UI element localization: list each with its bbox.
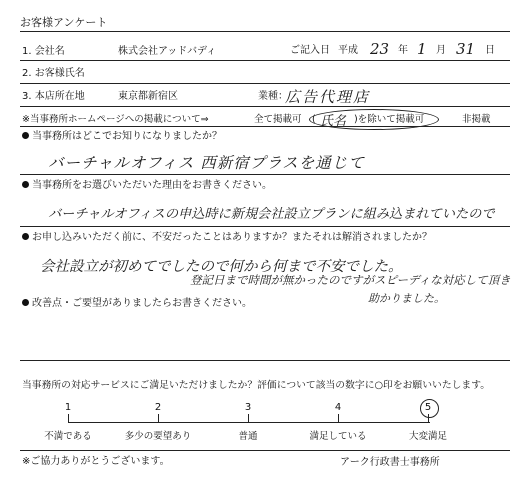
rating-option-1-number[interactable]: 1: [64, 402, 72, 413]
rating-option-5-label: 大変満足: [408, 431, 447, 442]
publish-except-value: 氏名: [320, 114, 347, 129]
rating-question: 当事務所の対応サービスにご満足いただけましたか？評価について該当の数字に○印をお願いいたします。: [22, 380, 491, 391]
answer-concerns-line1: 会社設立が初めてでしたので何から何まで不安でした。: [40, 259, 403, 275]
rating-option-5-number[interactable]: 5: [424, 402, 432, 413]
rating-option-4-label: 満足している: [309, 431, 367, 442]
row-rule: [20, 60, 510, 61]
footer-rule: [20, 450, 510, 451]
rating-tick: [158, 414, 159, 422]
rating-option-2-number[interactable]: 2: [154, 402, 162, 413]
bullet-icon: [22, 132, 29, 139]
row-rule: [20, 106, 510, 107]
question-source: [22, 131, 222, 143]
entry-month-value: 1: [417, 40, 427, 58]
row-rule: [20, 126, 510, 127]
industry-value: 広告代理店: [285, 88, 371, 106]
customer-name-label: 2. お客様氏名: [22, 68, 85, 79]
day-unit: 日: [485, 45, 495, 56]
publish-option-except-prefix: (: [312, 114, 316, 125]
office-name: アーク行政書士事務所: [340, 457, 440, 468]
thanks-text: ※ご協力ありがとうございます。: [22, 456, 170, 467]
question-source-text: 当事務所はどこでお知りになりましたか？: [32, 131, 222, 142]
industry-label: 業種：: [258, 91, 288, 102]
row-rule: [20, 226, 510, 227]
rating-tick: [68, 414, 69, 422]
bullet-icon: [22, 299, 29, 306]
entry-year-value: 23: [370, 40, 390, 58]
question-reason-text: 当事務所をお選びいただいた理由をお書きください。: [32, 180, 272, 191]
company-label: 1. 会社名: [22, 46, 65, 57]
entry-day-value: 31: [456, 40, 476, 58]
publish-option-except-suffix: )を除いて掲載可: [354, 114, 425, 125]
answer-concerns-line2: 登記日まで時間が無かったのですがスピーディな対応して頂き: [190, 273, 511, 287]
rating-tick: [428, 414, 429, 422]
question-reason: [22, 180, 272, 192]
rating-tick: [248, 414, 249, 422]
publish-option-all: 全て掲載可: [254, 114, 302, 125]
answer-concerns-line3: 助かりました。: [368, 292, 445, 305]
rating-option-3-label: 普通: [238, 431, 258, 442]
company-value: 株式会社アッドバディ: [118, 46, 217, 57]
row-rule: [20, 83, 510, 84]
rating-tick: [338, 414, 339, 422]
publish-question: ※当事務所ホームページへの掲載について⇒: [22, 114, 209, 125]
answer-source: バーチャルオフィス 西新宿プラスを通じて: [48, 154, 365, 172]
section-rule: [20, 360, 510, 361]
year-unit: 年: [398, 45, 408, 56]
address-value: 東京都新宿区: [118, 91, 178, 102]
rating-option-3-number[interactable]: 3: [244, 402, 252, 413]
bullet-icon: [22, 181, 29, 188]
question-concerns: [22, 232, 432, 244]
question-improvements: [22, 298, 252, 310]
question-concerns-text: お申し込みいただく前に、不安だったことはありますか？またそれは解消されましたか？: [32, 232, 432, 243]
title-rule: [20, 31, 510, 32]
rating-option-2-label: 多少の要望あり: [124, 431, 192, 442]
survey-title: お客様アンケート: [20, 16, 108, 29]
month-unit: 月: [436, 45, 446, 56]
question-improvements-text: 改善点・ご要望がありましたらお書きください。: [32, 298, 252, 309]
answer-reason: バーチャルオフィスの申込時に新規会社設立プランに組み込まれていたので: [48, 207, 495, 222]
row-rule: [20, 174, 510, 175]
rating-option-4-number[interactable]: 4: [334, 402, 342, 413]
era-label: 平成: [338, 45, 358, 56]
entry-date-label: ご記入日: [290, 45, 330, 56]
publish-option-none: 非掲載: [462, 114, 491, 125]
rating-option-1-label: 不満である: [44, 431, 92, 442]
address-label: 3. 本店所在地: [22, 91, 85, 102]
bullet-icon: [22, 233, 29, 240]
rating-scale-line: [68, 422, 430, 423]
